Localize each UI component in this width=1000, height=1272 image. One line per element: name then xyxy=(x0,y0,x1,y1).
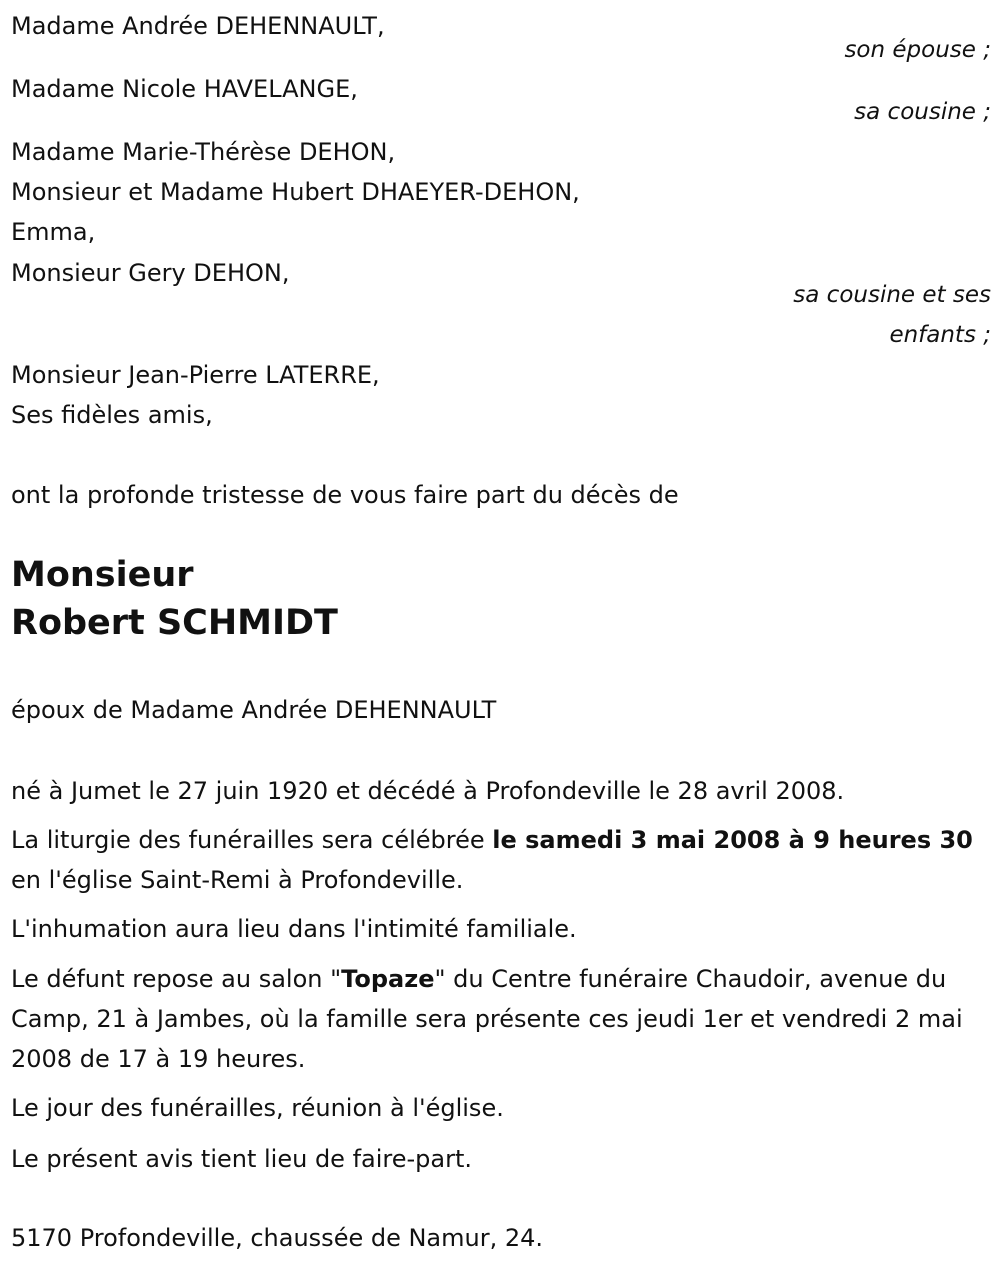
liturgy-pre: La liturgie des funérailles sera célébrée xyxy=(11,826,493,854)
salon-name: Topaze xyxy=(341,965,435,993)
notice-line: Le présent avis tient lieu de faire-part. xyxy=(11,1145,473,1173)
burial-line: L'inhumation aura lieu dans l'intimité familiale. xyxy=(11,915,577,943)
rest-post: " du Centre funéraire Chaudoir, avenue du Camp, 21 à Jambes, où la famille sera présente ces jeudi 1er et vendredi 2 mai 2008 de 17 à 19 heures. xyxy=(11,965,963,1073)
rest-paragraph xyxy=(11,959,996,1079)
meeting-line: Le jour des funérailles, réunion à l'église. xyxy=(11,1094,504,1122)
role-spouse: son épouse ; xyxy=(844,37,991,63)
rest-pre: Le défunt repose au salon " xyxy=(11,965,342,993)
family-line-hubert: Monsieur et Madame Hubert DHAEYER-DEHON, xyxy=(11,178,580,206)
deceased-name: Robert SCHMIDT xyxy=(11,603,338,643)
role-cousin-children-b: enfants ; xyxy=(889,322,991,348)
family-line-gery: Monsieur Gery DEHON, xyxy=(11,259,290,287)
family-line-jean-pierre: Monsieur Jean-Pierre LATERRE, xyxy=(11,361,380,389)
liturgy-paragraph xyxy=(11,820,996,900)
role-cousin-children-a: sa cousine et ses xyxy=(793,282,991,308)
liturgy-post: en l'église Saint-Remi à Profondeville. xyxy=(11,866,464,894)
birth-death-line: né à Jumet le 27 juin 1920 et décédé à Profondeville le 28 avril 2008. xyxy=(11,777,845,805)
spouse-line: époux de Madame Andrée DEHENNAULT xyxy=(11,696,497,724)
address-line: 5170 Profondeville, chaussée de Namur, 24. xyxy=(11,1224,544,1252)
obituary-notice xyxy=(11,0,991,1272)
liturgy-date: le samedi 3 mai 2008 à 9 heures 30 xyxy=(492,826,973,854)
family-line-friends: Ses fidèles amis, xyxy=(11,401,213,429)
family-line-andree: Madame Andrée DEHENNAULT, xyxy=(11,12,385,40)
family-line-nicole: Madame Nicole HAVELANGE, xyxy=(11,75,358,103)
deceased-title: Monsieur xyxy=(11,555,194,595)
announcement-text: ont la profonde tristesse de vous faire part du décès de xyxy=(11,481,679,509)
role-cousin: sa cousine ; xyxy=(854,99,991,125)
family-line-emma: Emma, xyxy=(11,218,96,246)
family-line-marie-therese: Madame Marie-Thérèse DEHON, xyxy=(11,138,396,166)
